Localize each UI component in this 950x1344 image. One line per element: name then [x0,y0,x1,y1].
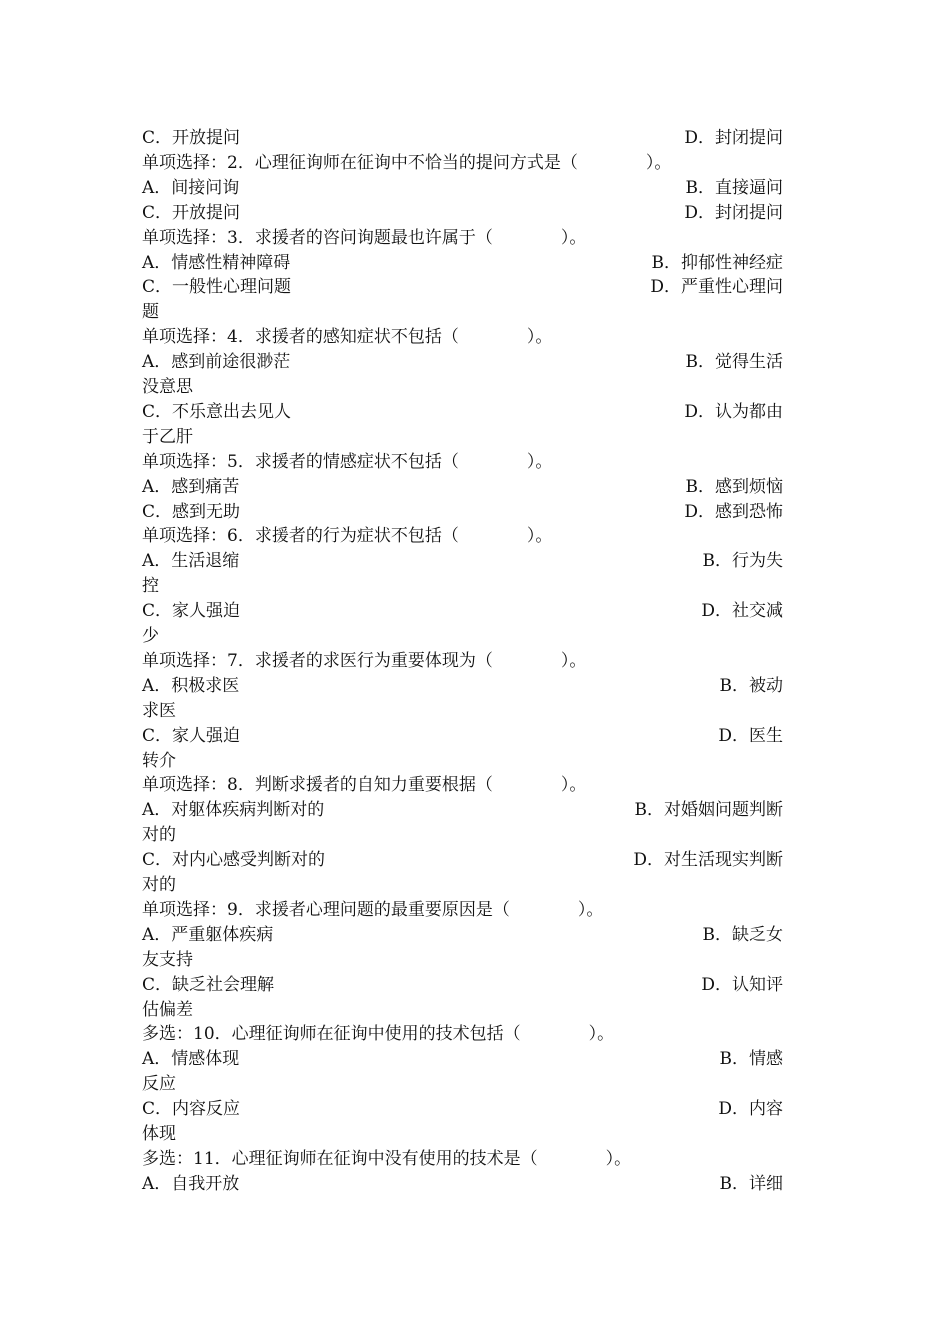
line-left-text: 于乙肝 [142,426,193,447]
text-line [142,873,783,898]
line-right-option: D．社交减 [701,601,783,622]
line-left-text: 单项选择：8．判断求援者的自知力重要根据（ ）。 [142,775,587,796]
line-left-text: C．对内心感受判断对的 [142,850,326,871]
line-right-option: B．感到烦恼 [685,476,783,497]
text-line [142,973,783,998]
line-right-option: B．缺乏女 [702,924,783,945]
line-left-text: A．感到前途很渺茫 [142,352,291,373]
line-left-text: C．缺乏社会理解 [142,974,275,995]
text-line [142,1072,783,1097]
text-line [142,500,783,525]
text-line [142,1097,783,1122]
text-line [142,1172,783,1197]
line-left-text: 估偏差 [142,999,193,1020]
line-left-text: 题 [142,302,159,323]
text-line [142,375,783,400]
line-left-text: 单项选择：7．求援者的求医行为重要体现为（ ）。 [142,650,587,671]
text-line [142,724,783,749]
line-right-option: B．对婚姻问题判断 [634,800,783,821]
text-line [142,848,783,873]
line-right-option: D．封闭提问 [684,202,783,223]
line-left-text: C．开放提问 [142,202,241,223]
text-line [142,325,783,350]
text-line [142,998,783,1023]
line-left-text: 单项选择：2．心理征询师在征询中不恰当的提问方式是（ ）。 [142,152,672,173]
line-left-text: 没意思 [142,377,193,397]
line-right-option: D．严重性心理问 [650,277,783,298]
line-right-option: D．封闭提问 [684,128,783,148]
line-left-text: 控 [142,576,159,597]
text-line [142,201,783,226]
text-line [142,798,783,823]
text-line [142,400,783,425]
line-left-text: 对的 [142,825,176,846]
text-line [142,226,783,251]
line-left-text: 单项选择：3．求援者的咨问询题最也许属于（ ）。 [142,227,587,248]
line-right-option: D．医生 [718,725,783,746]
line-left-text: 求医 [142,700,176,721]
text-line [142,674,783,699]
text-line [142,624,783,649]
line-right-option: D．感到恐怖 [684,501,783,522]
line-left-text: C．感到无助 [142,501,241,522]
line-left-text: 少 [142,626,159,646]
text-line [142,1047,783,1072]
text-line [142,275,783,300]
text-line [142,1147,783,1172]
line-right-option: D．认为都由 [684,401,783,422]
line-left-text: A．积极求医 [142,675,240,696]
line-right-option: B．抑郁性神经症 [651,252,783,273]
line-left-text: 对的 [142,875,176,895]
line-left-text: C．不乐意出去见人 [142,401,292,422]
line-left-text: A．间接问询 [142,177,240,198]
text-line [142,425,783,450]
text-line [142,898,783,923]
line-right-option: D．内容 [718,1099,783,1120]
text-line [142,948,783,973]
line-left-text: C．一般性心理问题 [142,277,292,298]
text-line [142,450,783,475]
line-right-option: B．觉得生活 [685,352,783,373]
text-line [142,524,783,549]
line-right-option: B．详细 [719,1173,783,1194]
text-line [142,773,783,798]
line-left-text: 单项选择：4．求援者的感知症状不包括（ ）。 [142,327,553,348]
line-left-text: C．家人强迫 [142,601,241,622]
line-left-text: 体现 [142,1124,176,1144]
text-line [142,176,783,201]
text-line [142,151,783,176]
text-line [142,574,783,599]
line-left-text: A．情感体现 [142,1049,240,1070]
text-line [142,599,783,624]
text-line [142,251,783,276]
line-left-text: A．对躯体疾病判断对的 [142,800,325,821]
text-line [142,923,783,948]
line-left-text: C．内容反应 [142,1099,241,1120]
line-left-text: 单项选择：9．求援者心理问题的最重要原因是（ ）。 [142,899,604,920]
line-right-option: B．情感 [719,1049,783,1070]
text-line [142,300,783,325]
text-line [142,699,783,724]
line-left-text: A．自我开放 [142,1173,240,1194]
text-line [142,350,783,375]
line-right-option: B．直接逼问 [685,177,783,198]
line-left-text: A．严重躯体疾病 [142,924,274,945]
line-left-text: 反应 [142,1074,176,1095]
text-line [142,649,783,674]
line-right-option: B．行为失 [702,551,783,572]
line-right-option: B．被动 [719,675,783,696]
line-left-text: 单项选择：5．求援者的情感症状不包括（ ）。 [142,451,553,472]
line-left-text: A．情感性精神障碍 [142,252,291,273]
line-left-text: 多选：10．心理征询师在征询中使用的技术包括（ ）。 [142,1024,615,1045]
text-line [142,1122,783,1147]
line-left-text: 转介 [142,750,176,771]
text-line [142,475,783,500]
line-left-text: A．感到痛苦 [142,476,240,497]
line-left-text: C．家人强迫 [142,725,241,746]
text-line [142,1022,783,1047]
text-line [142,549,783,574]
text-line [142,749,783,774]
line-right-option: D．对生活现实判断 [633,850,783,871]
line-right-option: D．认知评 [701,974,783,995]
line-left-text: C．开放提问 [142,128,241,148]
line-left-text: 单项选择：6．求援者的行为症状不包括（ ）。 [142,526,553,547]
line-left-text: 友支持 [142,949,193,970]
text-line [142,823,783,848]
line-left-text: 多选：11．心理征询师在征询中没有使用的技术是（ ）。 [142,1148,632,1169]
text-line [142,126,783,151]
line-left-text: A．生活退缩 [142,551,240,572]
